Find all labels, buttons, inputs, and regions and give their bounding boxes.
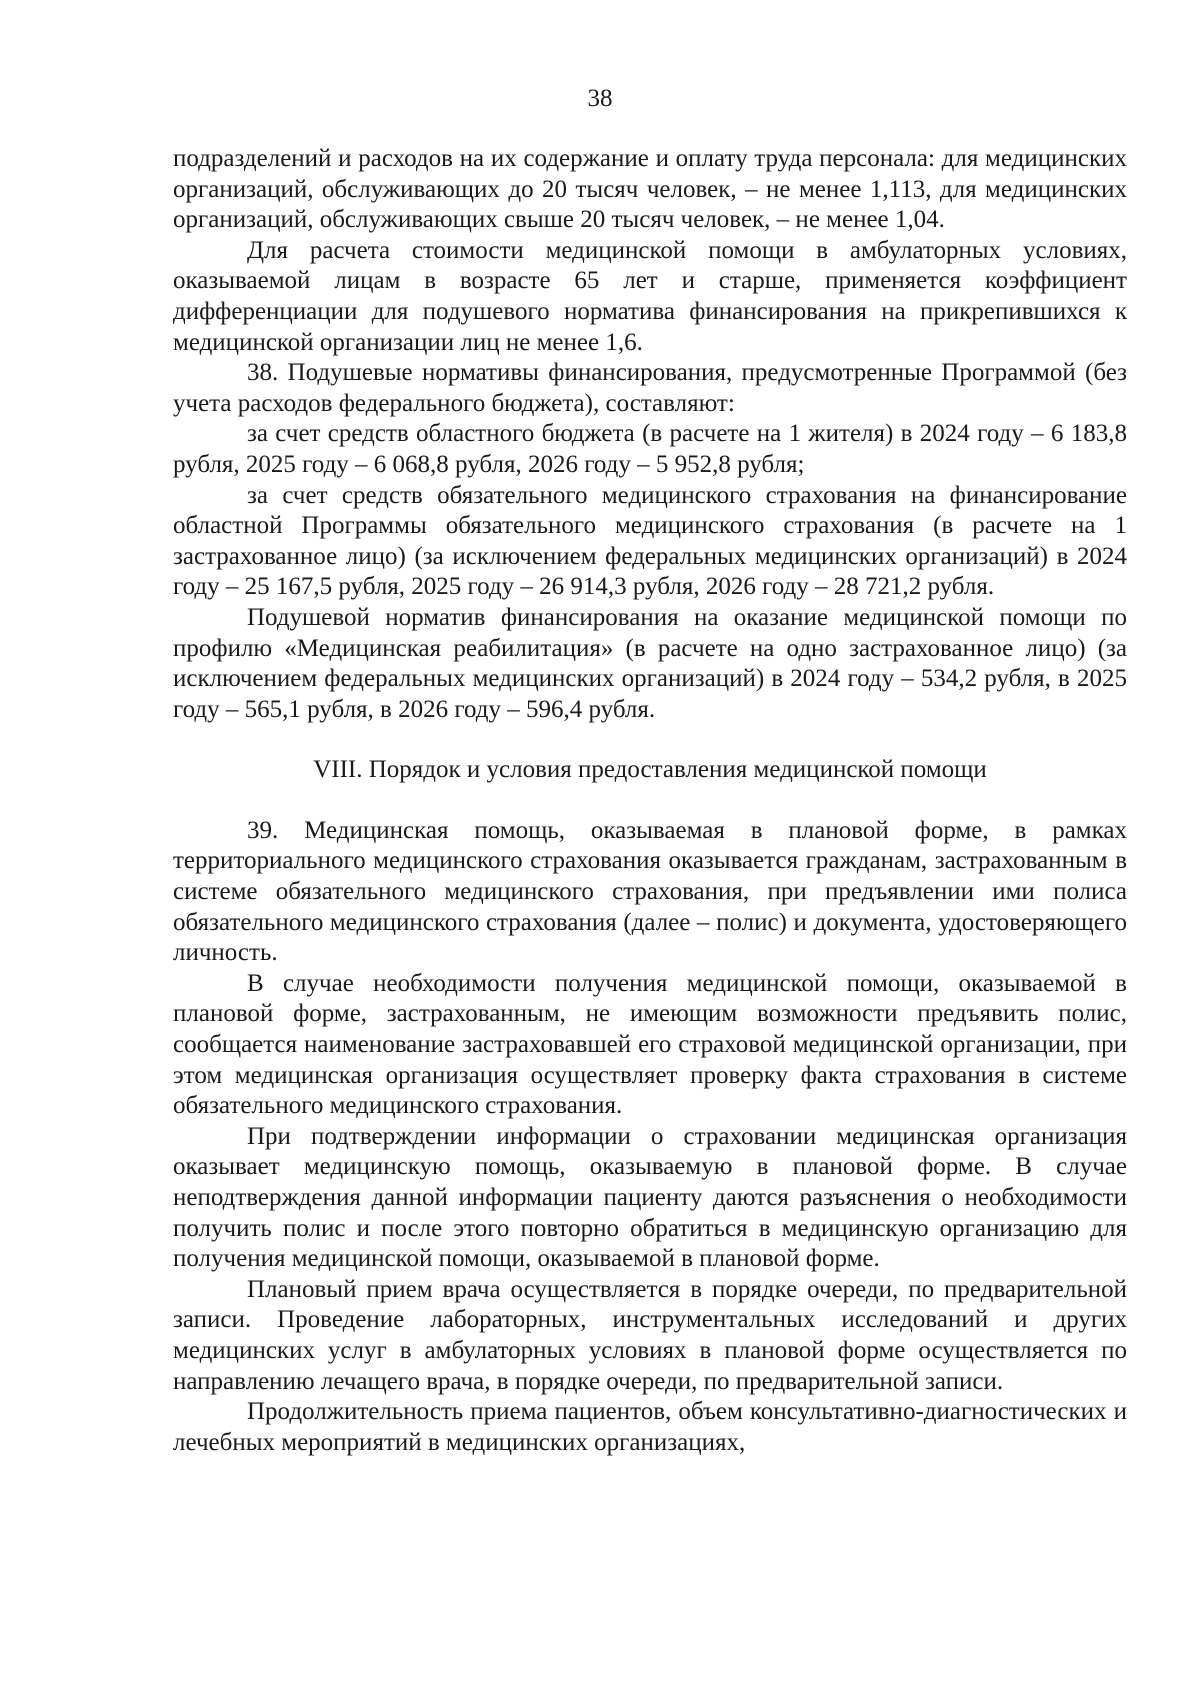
page-number: 38 — [587, 85, 613, 112]
paragraph-item-38: 38. Подушевые нормативы финансирования, предусмотренные Программой (без учета расходов федерального бюджета), составляют: — [173, 359, 1127, 417]
paragraph-age-coefficient: Для расчета стоимости медицинской помощи в амбулаторных условиях, оказываемой лицам в возрасте 65 лет и старше, применяется коэффициент дифференциации для подушевого норматива финансирования на прикрепившихся к медицинской организации лиц не менее 1,6. — [173, 236, 1127, 356]
paragraph-regional-budget: за счет средств областного бюджета (в расчете на 1 жителя) в 2024 году – 6 183,8 рубля, 2025 году – 6 068,8 рубля, 2026 году – 5 952,8 рубля; — [173, 420, 1127, 478]
paragraph-continuation: подразделений и расходов на их содержание и оплату труда персонала: для медицинских организаций, обслуживающих до 20 тысяч человек, – не менее 1,113, для медицинских организаций, обслуживающих свыше 20 тысяч человек, – не менее 1,04. — [173, 145, 1127, 234]
paragraph-item-39: 39. Медицинская помощь, оказываемая в плановой форме, в рамках территориального медицинского страхования оказывается гражданам, застрахованным в системе обязательного медицинского страхования, при предъявлении ими полиса обязательного медицинского страхования (далее – полис) и документа, удостоверяющего личность. — [173, 816, 1127, 967]
paragraph-no-policy: В случае необходимости получения медицинской помощи, оказываемой в плановой форме, застрахованным, не имеющим возможности предъявить полис, сообщается наименование застраховавшей его страховой медицинской организации, при этом медицинская организация осуществляет проверку факта страхования в системе обязательного медицинского страхования. — [173, 969, 1127, 1120]
paragraph-planned-visit: Плановый прием врача осуществляется в порядке очереди, по предварительной записи. Проведение лабораторных, инструментальных исследований и других медицинских услуг в амбулаторных условиях в плановой форме осуществляется по направлению лечащего врача, в порядке очереди, по предварительной записи. — [173, 1275, 1127, 1395]
section-heading: VIII. Порядок и условия предоставления медицинской помощи — [313, 756, 987, 784]
paragraph-duration: Продолжительность приема пациентов, объем консультативно-диагностических и лечебных мероприятий в медицинских организациях, — [173, 1398, 1127, 1456]
paragraph-oms-funding: за счет средств обязательного медицинского страхования на финансирование областной Программы обязательного медицинского страхования (в расчете на 1 застрахованное лицо) (за исключением федеральных медицинских организаций) в 2024 году – 25 167,5 рубля, 2025 году – 26 914,3 рубля, 2026 году – 28 721,2 рубля. — [173, 481, 1127, 601]
document-body — [173, 144, 1127, 1458]
paragraph-confirmation: При подтверждении информации о страховании медицинская организация оказывает медицинскую помощь, оказываемую в плановой форме. В случае неподтверждения данной информации пациенту даются разъяснения о необходимости получить полис и после этого повторно обратиться в медицинскую организацию для получения медицинской помощи, оказываемой в плановой форме. — [173, 1122, 1127, 1273]
paragraph-rehabilitation: Подушевой норматив финансирования на оказание медицинской помощи по профилю «Медицинская реабилитация» (в расчете на одно застрахованное лицо) (за исключением федеральных медицинских организаций) в 2024 году – 534,2 рубля, в 2025 году – 565,1 рубля, в 2026 году – 596,4 рубля. — [173, 603, 1127, 723]
